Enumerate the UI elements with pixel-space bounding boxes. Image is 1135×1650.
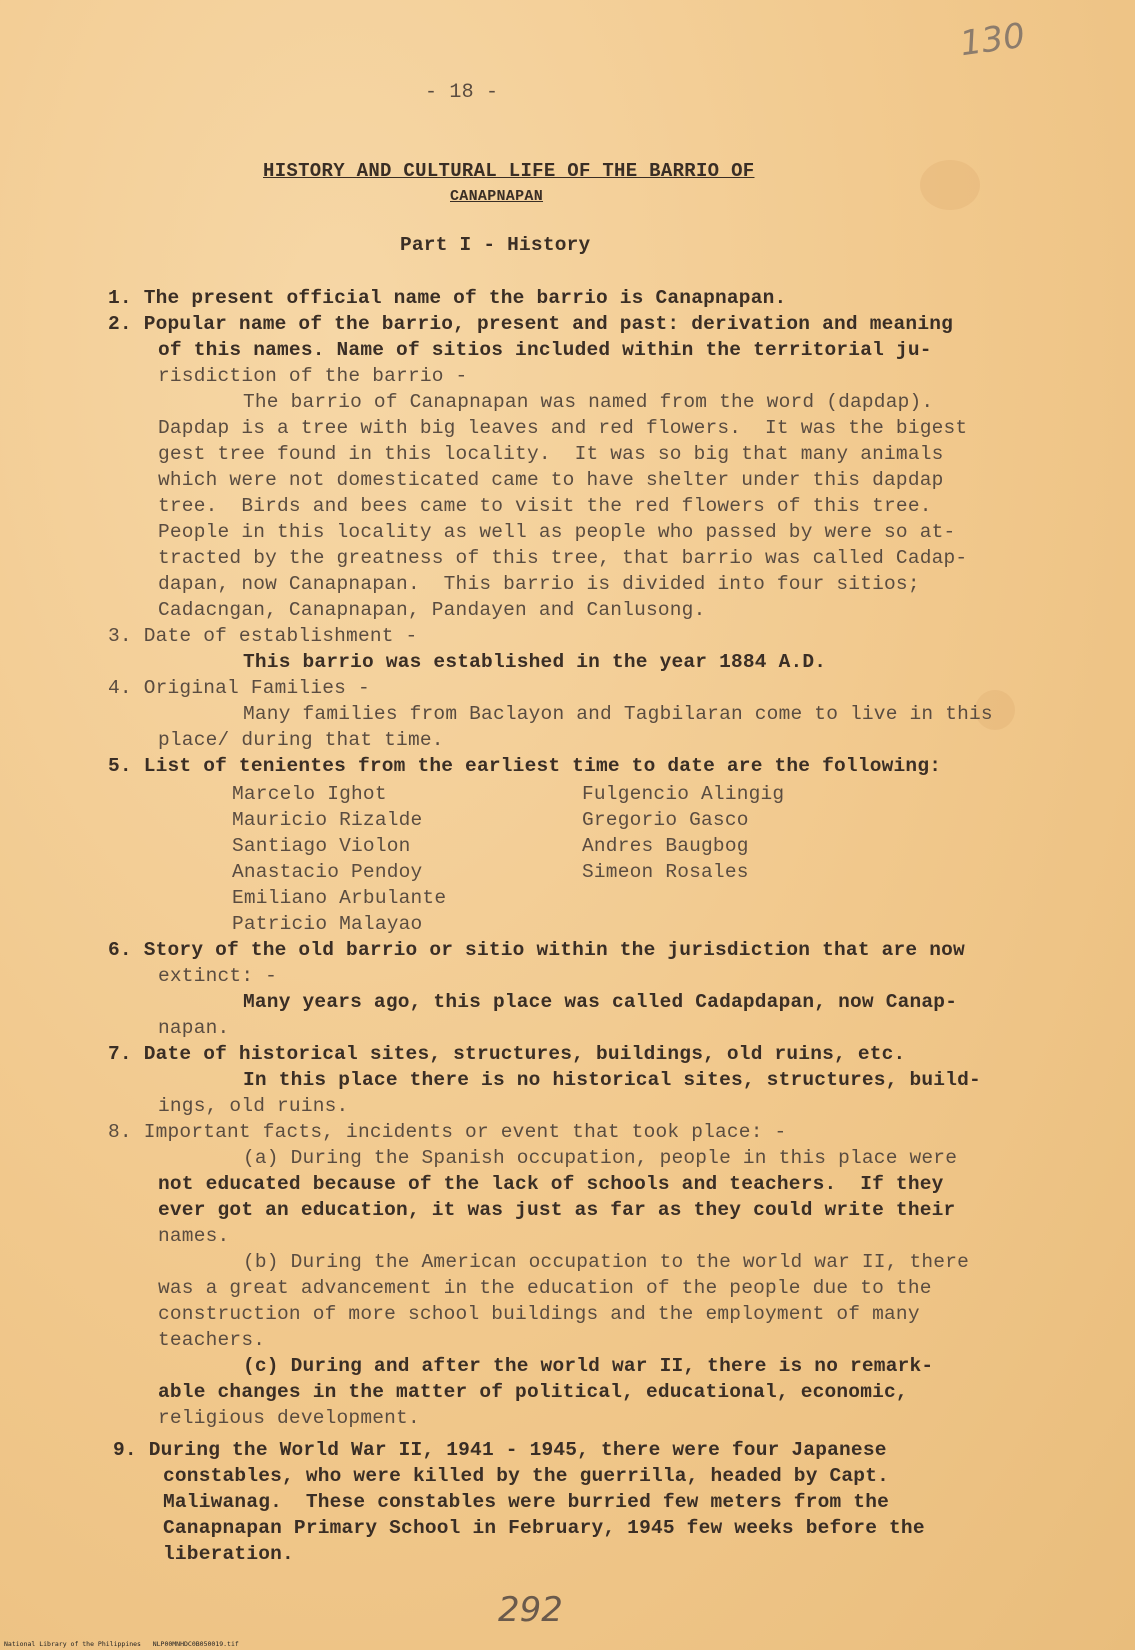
line: Dapdap is a tree with big leaves and red flowers. It was the bigest xyxy=(158,417,968,439)
line: names. xyxy=(158,1225,230,1247)
line: of this names. Name of sitios included within the territorial ju- xyxy=(158,339,932,361)
line: liberation. xyxy=(163,1543,294,1565)
line: 5. List of tenientes from the earliest time to date are the following: xyxy=(108,755,942,777)
teniente-name: Simeon Rosales xyxy=(582,861,749,883)
line: teachers. xyxy=(158,1329,266,1351)
line: 6. Story of the old barrio or sitio within the jurisdiction that are now xyxy=(108,939,965,961)
teniente-name: Fulgencio Alingig xyxy=(582,783,785,805)
line: ings, old ruins. xyxy=(158,1095,349,1117)
document-title-line2: CANAPNAPAN xyxy=(450,188,544,205)
archive-number: 130 xyxy=(957,15,1028,65)
line: Many families from Baclayon and Tagbilaran come to live in this xyxy=(243,703,993,725)
line: Canapnapan Primary School in February, 1945 few weeks before the xyxy=(163,1517,925,1539)
line: This barrio was established in the year 1884 A.D. xyxy=(243,651,827,673)
handwritten-stamp-number: 292 xyxy=(498,1590,563,1630)
line: tree. Birds and bees came to visit the red flowers of this tree. xyxy=(158,495,932,517)
line: gest tree found in this locality. It was so big that many animals xyxy=(158,443,944,465)
teniente-name: Gregorio Gasco xyxy=(582,809,749,831)
line: In this place there is no historical sites, structures, build- xyxy=(243,1069,981,1091)
teniente-name: Anastacio Pendoy xyxy=(232,861,423,883)
line: ever got an education, it was just as far as they could write their xyxy=(158,1199,956,1221)
page-number: - 18 - xyxy=(425,81,499,104)
teniente-name: Mauricio Rizalde xyxy=(232,809,423,831)
line: construction of more school buildings and the employment of many xyxy=(158,1303,920,1325)
part-heading: Part I - History xyxy=(400,234,591,256)
line: (c) During and after the world war II, there is no remark- xyxy=(243,1355,934,1377)
line: 9. During the World War II, 1941 - 1945, there were four Japanese xyxy=(113,1439,887,1461)
paper-stain xyxy=(920,160,980,210)
line: place/ during that time. xyxy=(158,729,444,751)
line: People in this locality as well as people who passed by were so at- xyxy=(158,521,956,543)
teniente-name: Santiago Violon xyxy=(232,835,411,857)
line: extinct: - xyxy=(158,965,278,987)
line: (b) During the American occupation to the world war II, there xyxy=(243,1251,970,1273)
line: dapan, now Canapnapan. This barrio is divided into four sitios; xyxy=(158,573,920,595)
line: tracted by the greatness of this tree, that barrio was called Cadap- xyxy=(158,547,968,569)
line: 8. Important facts, incidents or event that took place: - xyxy=(108,1121,787,1143)
line: constables, who were killed by the guerrilla, headed by Capt. xyxy=(163,1465,890,1487)
line: which were not domesticated came to have shelter under this dapdap xyxy=(158,469,944,491)
line: Maliwanag. These constables were burried few meters from the xyxy=(163,1491,890,1513)
line: 7. Date of historical sites, structures, buildings, old ruins, etc. xyxy=(108,1043,906,1065)
line: was a great advancement in the education of the people due to the xyxy=(158,1277,932,1299)
line: napan. xyxy=(158,1017,230,1039)
teniente-name: Patricio Malayao xyxy=(232,913,423,935)
line: 3. Date of establishment - xyxy=(108,625,418,647)
line: able changes in the matter of political, educational, economic, xyxy=(158,1381,908,1403)
line: The barrio of Canapnapan was named from the word (dapdap). xyxy=(243,391,934,413)
line: religious development. xyxy=(158,1407,420,1429)
document-title-line1: HISTORY AND CULTURAL LIFE OF THE BARRIO OF xyxy=(263,160,755,182)
archive-footer: National Library of the Philippines NLP00MNHDC0B050019.tif xyxy=(4,1640,239,1648)
teniente-name: Marcelo Ighot xyxy=(232,783,387,805)
line: 2. Popular name of the barrio, present and past: derivation and meaning xyxy=(108,313,954,335)
teniente-name: Emiliano Arbulante xyxy=(232,887,447,909)
line: Cadacngan, Canapnapan, Pandayen and Canlusong. xyxy=(158,599,706,621)
line: Many years ago, this place was called Cadapdapan, now Canap- xyxy=(243,991,958,1013)
line: not educated because of the lack of schools and teachers. If they xyxy=(158,1173,944,1195)
line: (a) During the Spanish occupation, people in this place were xyxy=(243,1147,958,1169)
line: 1. The present official name of the barrio is Canapnapan. xyxy=(108,287,787,309)
line: risdiction of the barrio - xyxy=(158,365,468,387)
line: 4. Original Families - xyxy=(108,677,370,699)
teniente-name: Andres Baugbog xyxy=(582,835,749,857)
